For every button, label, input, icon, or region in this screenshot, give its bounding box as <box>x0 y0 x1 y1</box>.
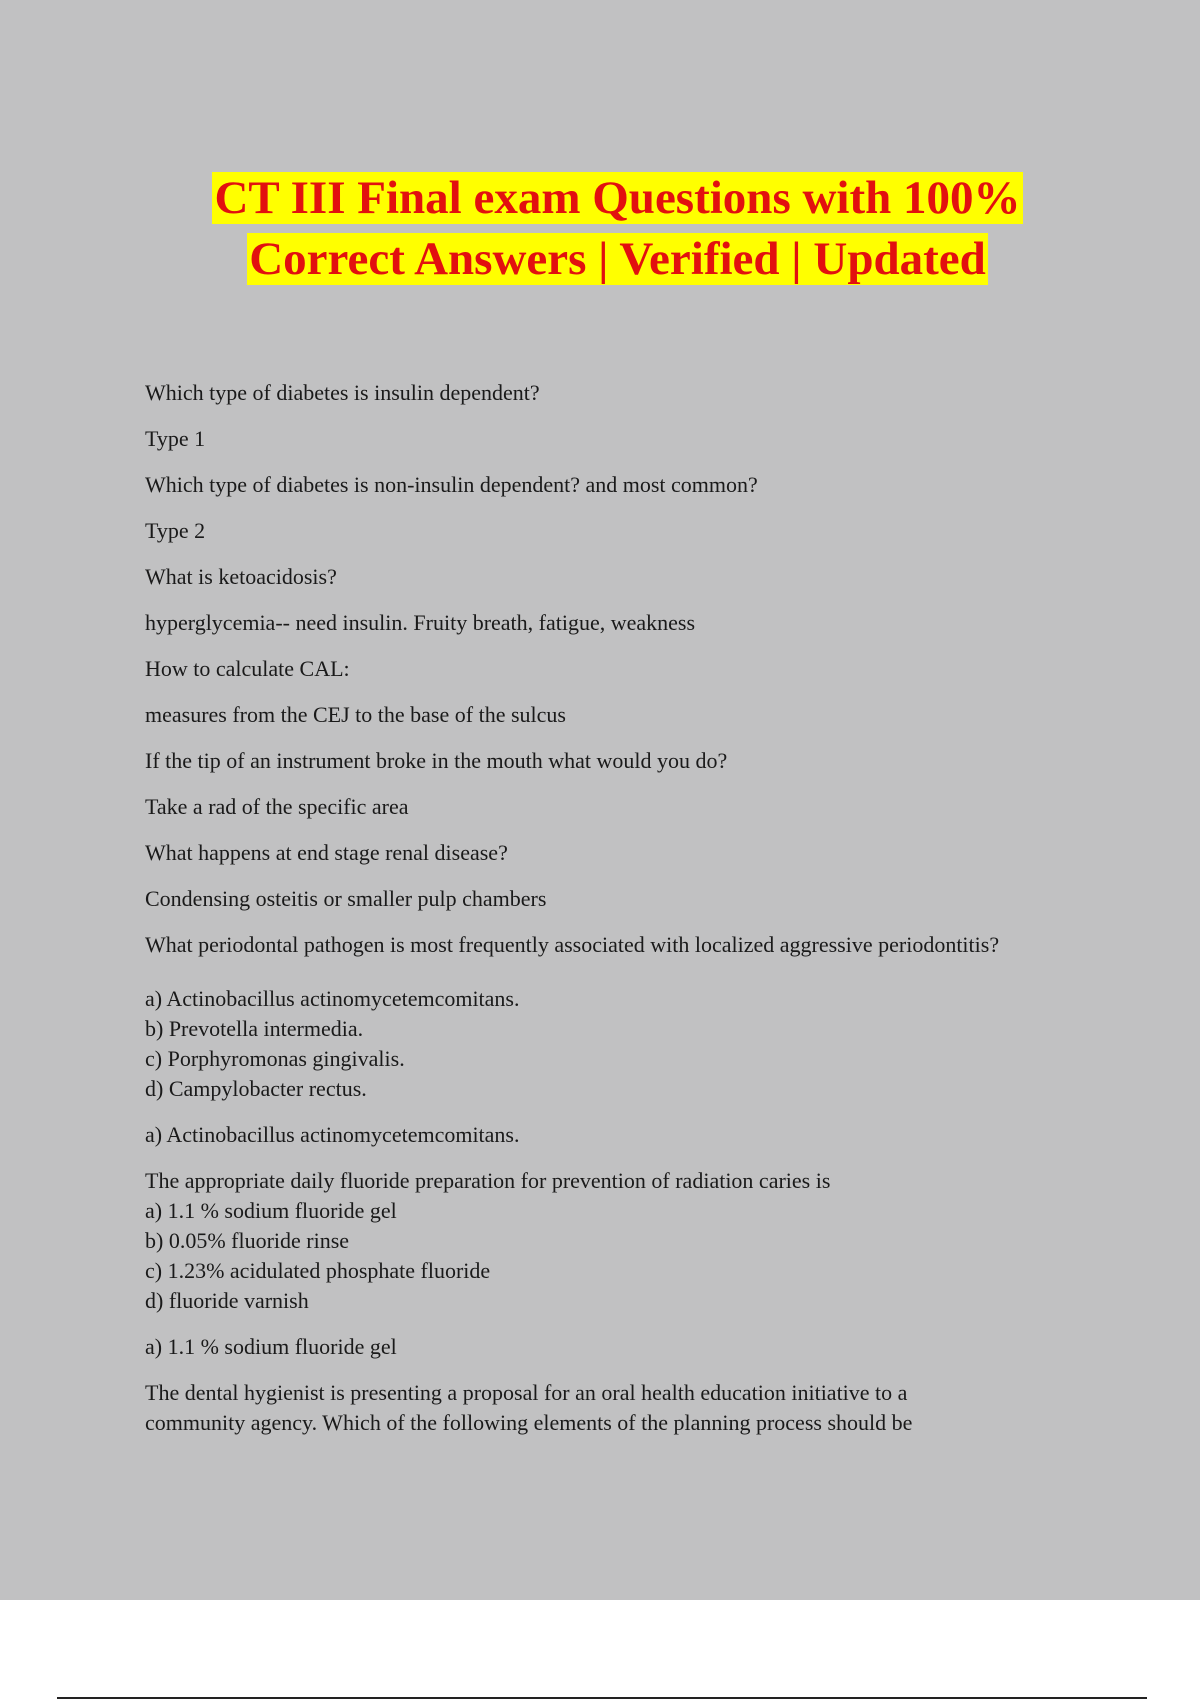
question-9 <box>145 1378 1105 1438</box>
answer-7: a) Actinobacillus actinomycetemcomitans. <box>145 1122 520 1147</box>
answer-3: hyperglycemia-- need insulin. Fruity breath, fatigue, weakness <box>145 610 696 635</box>
option-item: a) Actinobacillus actinomycetemcomitans. <box>145 986 520 1011</box>
question-1: Which type of diabetes is insulin dependent? <box>145 380 540 405</box>
option-item: a) 1.1 % sodium fluoride gel <box>145 1198 397 1223</box>
question-8-options <box>145 1196 1105 1316</box>
question-8: The appropriate daily fluoride preparation for prevention of radiation caries is <box>145 1168 831 1193</box>
question-3: What is ketoacidosis? <box>145 564 337 589</box>
title-line-2: Correct Answers | Verified | Updated <box>249 233 986 285</box>
question-7-options <box>145 984 1105 1104</box>
question-7: What periodontal pathogen is most frequently associated with localized aggressive periodontitis? <box>145 932 1000 957</box>
answer-6: Condensing osteitis or smaller pulp chambers <box>145 886 547 911</box>
option-item: c) Porphyromonas gingivalis. <box>145 1046 405 1071</box>
answer-2: Type 2 <box>145 518 206 543</box>
question-5: If the tip of an instrument broke in the mouth what would you do? <box>145 748 728 773</box>
option-item: d) Campylobacter rectus. <box>145 1076 367 1101</box>
option-item: c) 1.23% acidulated phosphate fluoride <box>145 1258 491 1283</box>
option-item: b) Prevotella intermedia. <box>145 1016 364 1041</box>
question-2: Which type of diabetes is non-insulin dependent? and most common? <box>145 472 758 497</box>
question-9-line: community agency. Which of the following elements of the planning process should be <box>145 1410 913 1435</box>
qa-content <box>145 378 1105 1438</box>
answer-5: Take a rad of the specific area <box>145 794 409 819</box>
option-item: b) 0.05% fluoride rinse <box>145 1228 350 1253</box>
answer-4: measures from the CEJ to the base of the sulcus <box>145 702 566 727</box>
answer-1: Type 1 <box>145 426 206 451</box>
question-4: How to calculate CAL: <box>145 656 350 681</box>
title-line-1: CT III Final exam Questions with 100% <box>214 172 1021 224</box>
document-title <box>0 168 1200 290</box>
question-9-line: The dental hygienist is presenting a proposal for an oral health education initiative to a <box>145 1380 908 1405</box>
question-6: What happens at end stage renal disease? <box>145 840 508 865</box>
answer-8: a) 1.1 % sodium fluoride gel <box>145 1334 397 1359</box>
footer-rule <box>57 1697 1147 1699</box>
option-item: d) fluoride varnish <box>145 1288 309 1313</box>
